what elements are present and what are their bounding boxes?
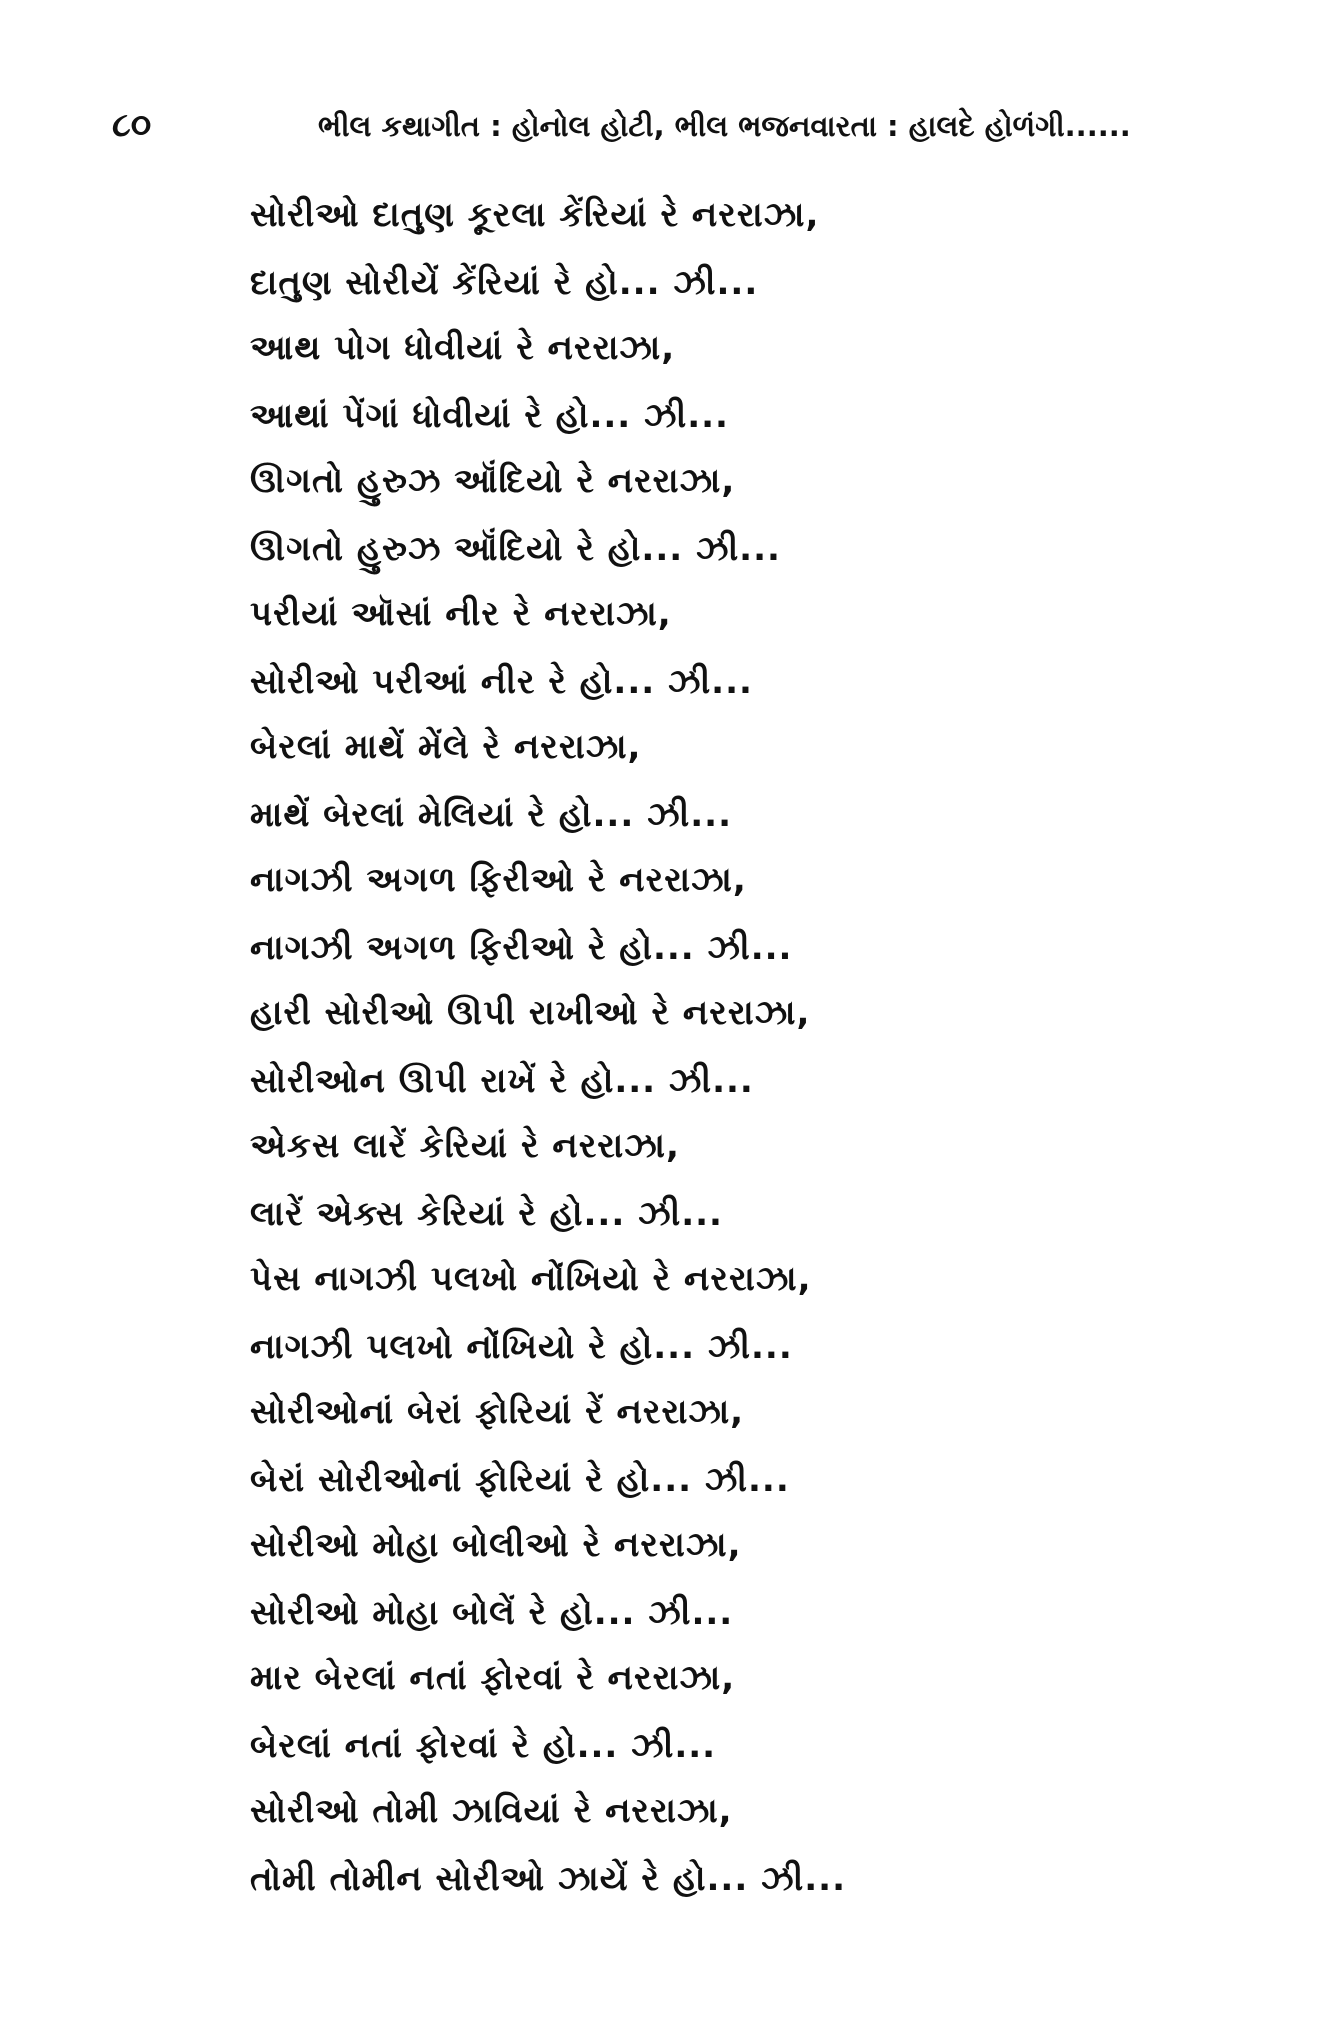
verse-line: માર બેરલાં નતાં ફોરવાં રે નરરાઝા, (250, 1658, 736, 1698)
stanza (250, 1259, 1250, 1367)
verse-line: એકસ લારેં કેરિયાં રે નરરાઝા, (250, 1126, 680, 1166)
verse-line: હારી સોરીઓ ઊપી રાખીઓ રે નરરાઝા, (250, 993, 811, 1033)
verse-line: બેરલાં માથેં મેંલે રે નરરાઝા, (250, 727, 642, 767)
stanza (250, 1126, 1250, 1234)
verse-line: આથાં પેંગાં ધોવીયાં રે હો... ઝી... (250, 396, 729, 436)
verse-line: માથેં બેરલાં મેલિયાં રે હો... ઝી... (250, 795, 732, 835)
verse-line: સોરીઓ મોહા બોલેં રે હો... ઝી... (250, 1593, 734, 1633)
stanza (250, 993, 1250, 1101)
page-number: ૮૦ (112, 105, 152, 145)
stanza (250, 860, 1250, 968)
running-header: ભીલ કથાગીત : હોનોલ હોટી, ભીલ ભજનવારતા : હાલદે હોળંગી...... (318, 109, 1131, 143)
poem-body (250, 195, 1250, 1927)
verse-line: સોરીઓ દાતુણ કૂરલા કેંરિયાં રે નરરાઝા, (250, 195, 820, 235)
verse-line: બેરાં સોરીઓનાં ફોરિયાં રે હો... ઝી... (250, 1460, 790, 1500)
verse-line: આથ પોગ ધોવીયાં રે નરરાઝા, (250, 328, 676, 368)
verse-line: તોમી તોમીન સોરીઓ ઝાયેં રે હો... ઝી... (250, 1859, 847, 1899)
verse-line: દાતુણ સોરીયેં કેંરિયાં રે હો... ઝી... (250, 263, 759, 303)
verse-line: સોરીઓ પરીઆં નીર રે હો... ઝી... (250, 662, 753, 702)
stanza (250, 328, 1250, 436)
stanza (250, 195, 1250, 303)
stanza (250, 1658, 1250, 1766)
verse-line: નાગઝી અગળ ફિરીઓ રે હો... ઝી... (250, 928, 793, 968)
verse-line: નાગઝી પલખો નોંખિયો રે હો... ઝી... (250, 1327, 793, 1367)
verse-line: ઊગતો હુરુઝ ઑંદિયો રે હો... ઝી... (250, 529, 781, 569)
verse-line: બેરલાં નતાં ફોરવાં રે હો... ઝી... (250, 1726, 717, 1766)
stanza (250, 594, 1250, 702)
verse-line: લારેં એક્સ કેરિયાં રે હો... ઝી... (250, 1194, 723, 1234)
verse-line: પેસ નાગઝી પલખો નોંખિયો રે નરરાઝા, (250, 1259, 812, 1299)
verse-line: પરીયાં ઑસાં નીર રે નરરાઝા, (250, 594, 672, 634)
verse-line: સોરીઓ તોમી ઝાવિયાં રે નરરાઝા, (250, 1791, 733, 1831)
verse-line: સોરીઓનાં બેરાં ફોરિયાં રેં નરરાઝા, (250, 1392, 745, 1432)
stanza (250, 727, 1250, 835)
stanza (250, 1525, 1250, 1633)
stanza (250, 461, 1250, 569)
stanza (250, 1392, 1250, 1500)
verse-line: સોરીઓ મોહા બોલીઓ રે નરરાઝા, (250, 1525, 742, 1565)
verse-line: ઊગતો હુરુઝ ઑંદિયો રે નરરાઝા, (250, 461, 736, 501)
verse-line: સોરીઓન ઊપી રાખેં રે હો... ઝી... (250, 1061, 754, 1101)
stanza (250, 1791, 1250, 1899)
verse-line: નાગઝી અગળ ફિરીઓ રે નરરાઝા, (250, 860, 747, 900)
